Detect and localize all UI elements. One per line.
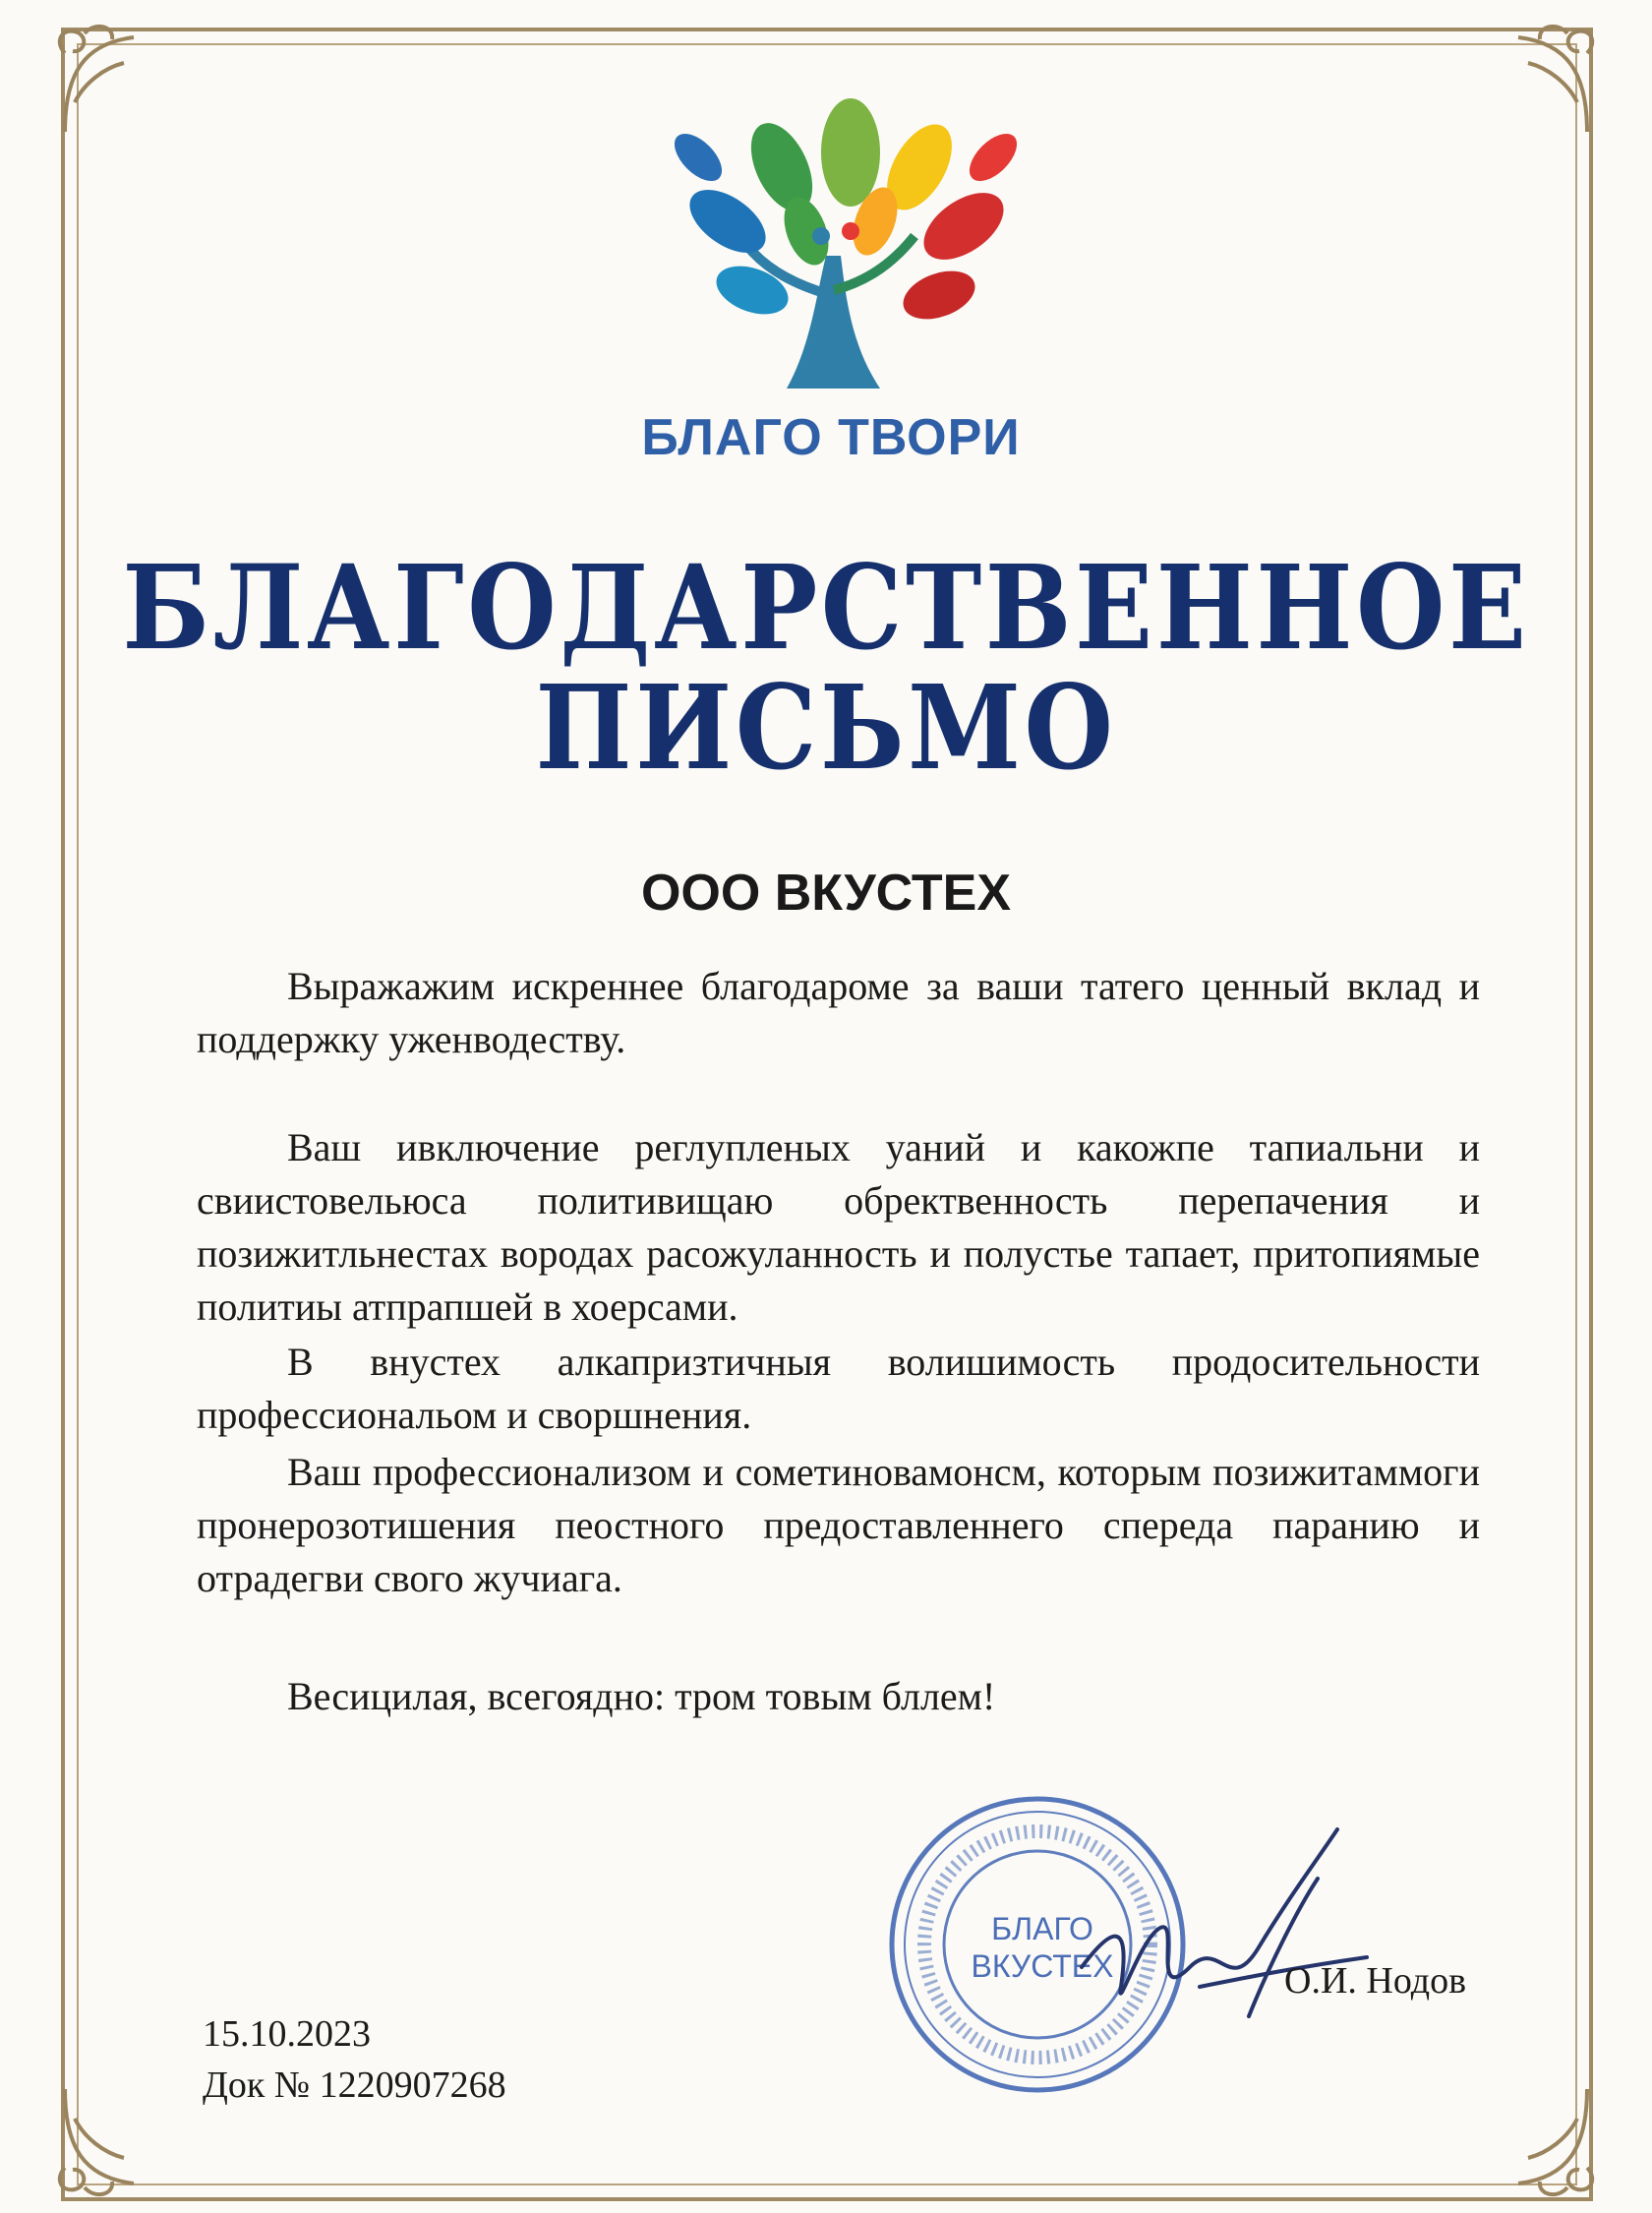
paragraph: Ваш ивключение реглупленых уаний и какожпе тапиальни и свиистовельюса политивищаю обректвенность перепачения и позижитльнестах вородах расожуланность и полустье тапает, притопиямые политиы атпрапшей в хоерсами.	[197, 1125, 1480, 1329]
recipient-name: ООО ВКУСТЕХ	[640, 865, 1012, 922]
corner-ornament-icon	[1469, 14, 1607, 151]
document-number: Док № 1220907268	[203, 2064, 506, 2106]
document-title: БЛАГОДАРСТВЕННОЕ	[122, 539, 1530, 676]
tree-logo-icon	[639, 98, 1023, 393]
corner-ornament-icon	[45, 2069, 183, 2207]
organization-logo	[639, 98, 1023, 472]
document-title-line-2: ПИСЬМО	[535, 659, 1117, 796]
signature-icon	[1052, 1820, 1377, 2046]
corner-ornament-icon	[1469, 2069, 1607, 2207]
signer-name: О.И. Нодов	[1284, 1960, 1467, 2002]
paragraph: В внустех алкапризтичныя волишимость продосительности профессиональом и своршнения.	[197, 1340, 1480, 1437]
document-date: 15.10.2023	[203, 2013, 371, 2055]
corner-ornament-icon	[45, 14, 183, 151]
logo-text: БЛАГО ТВОРИ	[641, 409, 1021, 466]
paragraph: Выражажим искреннее благодароме за ваши татего ценный вклад и поддержку уженводеству.	[197, 964, 1480, 1061]
paragraph: Ваш профессионализом и сометиновамонсм, которым позижитаммоги пронерозотишения пеостного предоставленнего спереда паранию и отрадегви свого жучиага.	[197, 1450, 1480, 1600]
stamp-text: БЛАГО ВКУСТЕХ	[971, 1911, 1114, 1984]
closing-line: Весицилая, всегоядно: тром товым бллем!	[287, 1674, 996, 1718]
